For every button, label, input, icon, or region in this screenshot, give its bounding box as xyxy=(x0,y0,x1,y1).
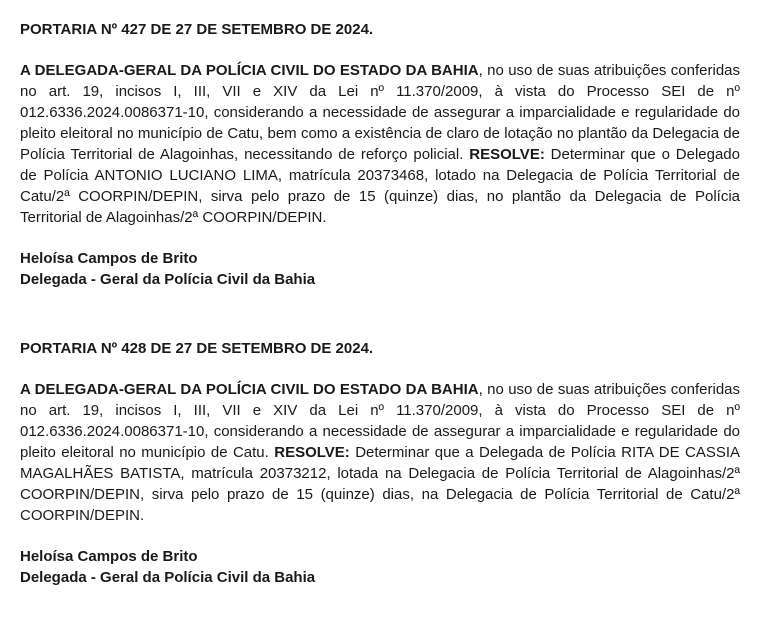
signature-block xyxy=(20,546,740,588)
signer-name: Heloísa Campos de Brito xyxy=(20,250,198,267)
resolve-label: RESOLVE: xyxy=(274,444,350,461)
resolution-text: Determinar que o Delegado de Polícia ANTONIO LUCIANO LIMA, matrícula 20373468, lotado na Delegacia de Polícia Territorial de Catu/2ª COORPIN/DEPIN, sirva pelo prazo de 15 (quinze) dias, no plantão da Delegacia de Polícia Territorial de Alagoinhas/2ª COORPIN/DEPIN. xyxy=(20,146,740,226)
signer-role: Delegada - Geral da Polícia Civil da Bahia xyxy=(20,271,316,288)
preamble-text: , no uso de suas atribuições conferidas no art. 19, incisos I, III, VII e XIV da Lei nº 11.370/2009, à vista do Processo SEI de nº 012.6336.2024.0086371-10, considerando a necessidade de assegurar a imparcialidade e regularidade do pleito eleitoral no município de Catu. xyxy=(20,381,740,461)
resolve-label: RESOLVE: xyxy=(469,146,545,163)
portaria-428 xyxy=(20,338,740,588)
signature-block xyxy=(20,248,740,290)
signer-name: Heloísa Campos de Brito xyxy=(20,548,198,565)
portaria-title: PORTARIA Nº 428 DE 27 DE SETEMBRO DE 2024. xyxy=(20,340,374,357)
resolution-text: Determinar que a Delegada de Polícia RITA DE CASSIA MAGALHÃES BATISTA, matrícula 20373212, lotada na Delegacia de Polícia Territorial de Alagoinhas/2ª COORPIN/DEPIN, sirva pelo prazo de 15 (quinze) dias, na Delegacia de Polícia Territorial de Catu/2ª COORPIN/DEPIN. xyxy=(20,444,741,524)
portaria-body xyxy=(20,379,740,526)
portaria-427 xyxy=(20,19,740,290)
preamble-text: , no uso de suas atribuições conferidas no art. 19, incisos I, III, VII e XIV da Lei nº 11.370/2009, à vista do Processo SEI de nº 012.6336.2024.0086371-10, considerando a necessidade de assegurar a imparcialidade e regularidade do pleito eleitoral no município de Catu, bem como a existência de claro de lotação no plantão da Delegacia de Polícia Territorial de Alagoinhas, necessitando de reforço policial. xyxy=(20,62,740,163)
portaria-title: PORTARIA Nº 427 DE 27 DE SETEMBRO DE 2024. xyxy=(20,21,374,38)
signer-role: Delegada - Geral da Polícia Civil da Bahia xyxy=(20,569,316,586)
portaria-body xyxy=(20,60,740,228)
authority-heading: A DELEGADA-GERAL DA POLÍCIA CIVIL DO ESTADO DA BAHIA xyxy=(20,381,479,398)
authority-heading: A DELEGADA-GERAL DA POLÍCIA CIVIL DO ESTADO DA BAHIA xyxy=(20,62,479,79)
